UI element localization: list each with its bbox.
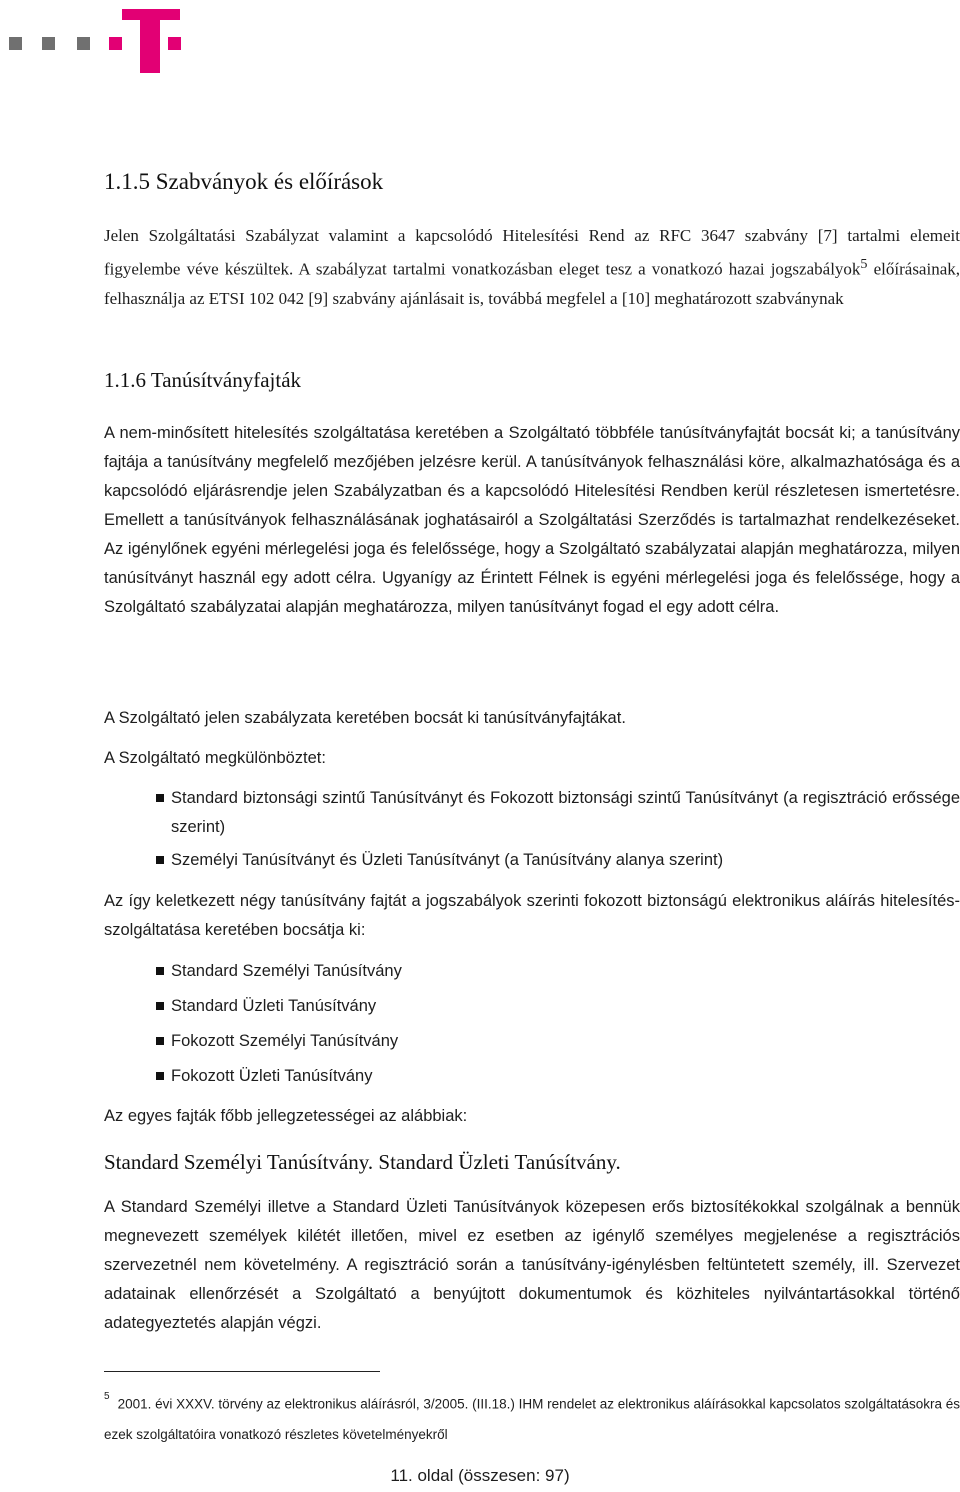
section-heading: 1.1.6 Tanúsítványfajták (104, 368, 302, 392)
section-1-1-5 (104, 169, 960, 195)
body-paragraph (104, 221, 960, 313)
logo-square (9, 37, 22, 50)
bullet-icon (156, 967, 164, 975)
section-1-1-6-p4 (104, 887, 960, 945)
page-number: 11. oldal (összesen: 97) (390, 1466, 570, 1485)
body-paragraph: A nem-minősített hitelesítés szolgáltatása keretében a Szolgáltató többféle tanúsítványfajtát bocsát ki; a tanúsítvány fajtája a tanúsítvány megfelelő mezőjében jelzésre kerül. A tanúsítványok felhasználási köre, alkalmazhatósága és a kapcsolódó eljárásrendje jelen Szabályzatban és a kapcsolódó Hitelesítési Rendben kerül részletesen ismertetésre. Emellett a tanúsítványok felhasználásának joghatásairól a Szolgáltatási Szerződés is tartalmazhat rendelkezéseket. Az igénylőnek egyéni mérlegelési joga és felelőssége, hogy a Szolgáltató szabályzatai alapján meghatározza, milyen tanúsítványt használ egy adott célra. Ugyanígy az Érintett Félnek is egyéni mérlegelési joga és felelőssége, hogy a Szolgáltató szabályzatai alapján meghatározza, milyen tanúsítványt fogad el egy adott célra. (104, 424, 960, 616)
paragraph-text: Jelen Szolgáltatási Szabályzat valamint a kapcsolódó Hitelesítési Rend az RFC 3647 szabvány [7] tartalmi elemeit figyelembe véve készültek. A szabályzat tartalmi vonatkozásban eleget tesz a vonatkozó hazai jogszabályok (104, 226, 960, 279)
logo-square (77, 37, 90, 50)
list-item-text: Személyi Tanúsítványt és Üzleti Tanúsítványt (a Tanúsítvány alanya szerint) (171, 851, 724, 869)
body-paragraph: A Szolgáltató megkülönböztet: (104, 749, 326, 767)
list-distinction (104, 784, 960, 875)
list-item-text: Fokozott Személyi Tanúsítvány (171, 1032, 399, 1050)
section-1-1-6-p2 (104, 704, 960, 733)
list-item (104, 992, 960, 1021)
list-item (104, 1062, 960, 1091)
bullet-icon (156, 794, 164, 802)
list-item-text: Fokozott Üzleti Tanúsítvány (171, 1067, 373, 1085)
footnote-text: 2001. évi XXXV. törvény az elektronikus aláírásról, 3/2005. (III.18.) IHM rendelet az elektronikus aláírásokkal kapcsolatos szolgáltatásokra és ezek szolgáltatóira vonatkozó részletes követelményekről (104, 1396, 960, 1442)
body-paragraph: A Szolgáltató jelen szabályzata keretében bocsát ki tanúsítványfajtákat. (104, 709, 626, 727)
list-item (104, 1027, 960, 1056)
list-item-text: Standard Üzleti Tanúsítvány (171, 997, 377, 1015)
footnote-divider (104, 1371, 380, 1372)
list-types (104, 957, 960, 1091)
list-item (104, 784, 960, 842)
body-paragraph: Az így keletkezett négy tanúsítvány fajtát a jogszabályok szerinti fokozott biztonságú elektronikus aláírás hitelesítés-szolgáltatása keretében bocsátja ki: (104, 892, 960, 939)
logo-square (42, 37, 55, 50)
body-paragraph: A Standard Személyi illetve a Standard Üzleti Tanúsítványok közepesen erős biztosítékokkal szolgálnak a bennük megnevezett személyek kilétét illetően, mivel ez esetben az igénylő személyes megjelenése a regisztrációs szervezetnél nem követelmény. A regisztráció során a tanúsítvány-igénylésben feltüntetett személy, ill. Szervezet adatainak ellenőrzését a Szolgáltató a benyújtott dokumentumok és közhiteles nyilvántartásokkal történő adategyeztetés alapján végzi. (104, 1198, 960, 1332)
list-item-text: Standard Személyi Tanúsítvány (171, 962, 402, 980)
subsection-heading: Standard Személyi Tanúsítvány. Standard Üzleti Tanúsítvány. (104, 1150, 621, 1174)
section-heading: 1.1.5 Szabványok és előírások (104, 169, 384, 194)
list-item (104, 846, 960, 875)
section-1-1-6 (104, 368, 960, 393)
bullet-icon (156, 1037, 164, 1045)
footnote-number: 5 (104, 1391, 110, 1402)
standard-section-body (104, 1193, 960, 1338)
bullet-icon (156, 1002, 164, 1010)
list-item (104, 957, 960, 986)
list-item-text: Standard biztonsági szintű Tanúsítványt és Fokozott biztonsági szintű Tanúsítványt (a regisztráció erőssége szerint) (171, 789, 960, 836)
section-1-1-6-p5 (104, 1102, 960, 1131)
footnote (104, 1386, 960, 1450)
footnote-ref: 5 (860, 256, 868, 272)
bullet-icon (156, 856, 164, 864)
body-paragraph: Az egyes fajták főbb jellegzetességei az alábbiak: (104, 1107, 468, 1125)
section-1-1-6-p3 (104, 744, 960, 773)
section-1-1-5-body (104, 221, 960, 313)
telekom-t-logo-stem (140, 9, 160, 73)
logo-square (109, 37, 122, 50)
bullet-icon (156, 1072, 164, 1080)
logo-square (168, 37, 181, 50)
telekom-logo (0, 0, 200, 80)
standard-section (104, 1150, 960, 1175)
paragraph-text: előírásainak, felhasználja az ETSI 102 042 [9] szabvány ajánlásait is, továbbá megfelel a [10] meghatározott szabványnak (104, 259, 960, 308)
section-1-1-6-intro (104, 419, 960, 622)
